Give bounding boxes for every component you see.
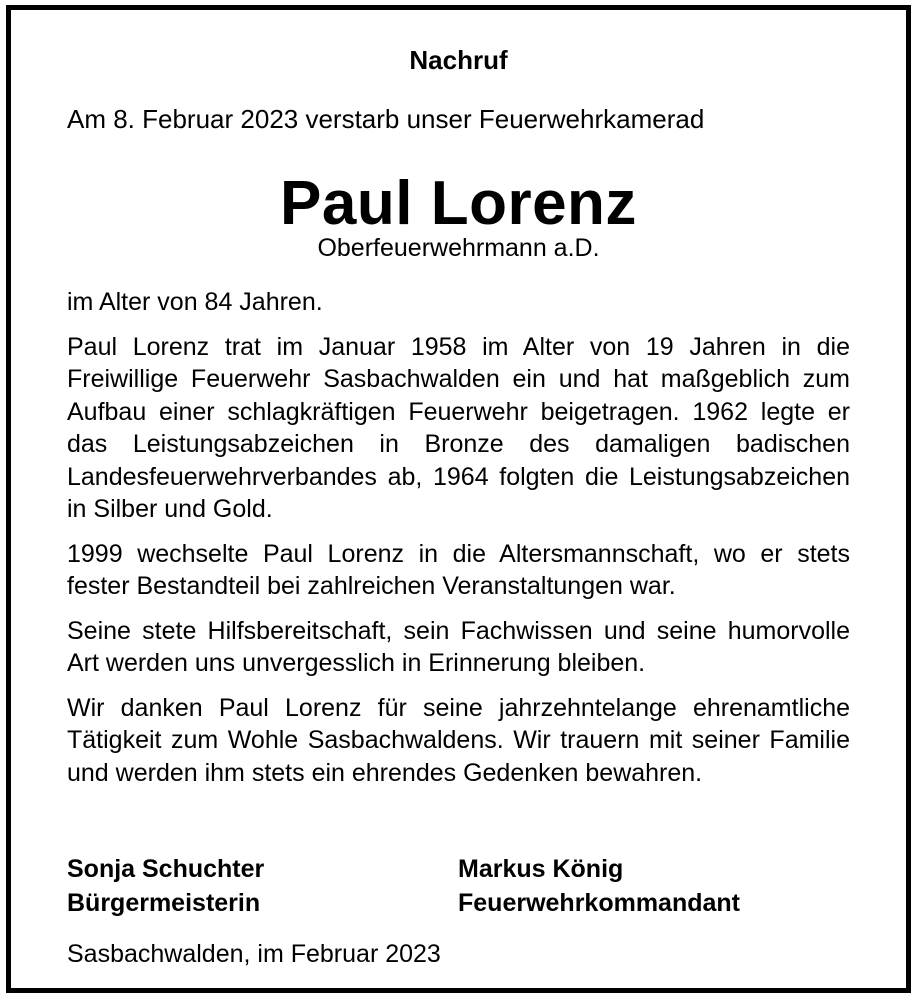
obituary-heading: Nachruf <box>409 45 508 75</box>
obituary-content <box>67 10 850 988</box>
obituary-frame <box>6 5 911 993</box>
place-date-line: Sasbachwalden, im Februar 2023 <box>67 940 441 968</box>
signature-block <box>67 852 850 924</box>
thanks-paragraph: Wir danken Paul Lorenz für seine jahrzehntelange ehrenamtliche Tätigkeit zum Wohle Sasbachwaldens. Wir trauern mit seiner Familie und werden ihm stets ein ehrendes Gedenken bewahren. <box>67 693 850 787</box>
age-paragraph: im Alter von 84 Jahren. <box>67 288 323 316</box>
signatory-name: Sonja Schuchter <box>67 855 265 883</box>
signatory-name: Markus König <box>458 855 624 883</box>
retirement-paragraph: 1999 wechselte Paul Lorenz in die Altersmannschaft, wo er stets fester Bestandteil bei zahlreichen Veranstaltungen war. <box>67 539 850 600</box>
tribute-paragraph: Seine stete Hilfsbereitschaft, sein Fachwissen und seine humorvolle Art werden uns unvergesslich in Erinnerung bleiben. <box>67 616 850 677</box>
signatory-mayor <box>67 852 264 920</box>
signatory-title: Feuerwehrkommandant <box>458 889 741 917</box>
signatory-title: Bürgermeisterin <box>67 889 261 917</box>
intro-line: Am 8. Februar 2023 verstarb unser Feuerwehrkamerad <box>67 104 705 134</box>
obituary-body <box>67 286 850 801</box>
career-paragraph: Paul Lorenz trat im Januar 1958 im Alter von 19 Jahren in die Freiwillige Feuerwehr Sasbachwalden ein und hat maßgeblich zum Aufbau einer schlagkräftigen Feuerwehr beigetragen. 1962 legte er das Leistungsabzeichen in Bronze des damaligen badischen Landesfeuerwehrverbandes ab, 1964 folgten die Leistungsabzeichen in Silber und Gold. <box>67 332 850 523</box>
deceased-name: Paul Lorenz <box>280 169 637 238</box>
signatory-commander <box>458 852 740 920</box>
deceased-rank: Oberfeuerwehrmann a.D. <box>317 234 600 262</box>
